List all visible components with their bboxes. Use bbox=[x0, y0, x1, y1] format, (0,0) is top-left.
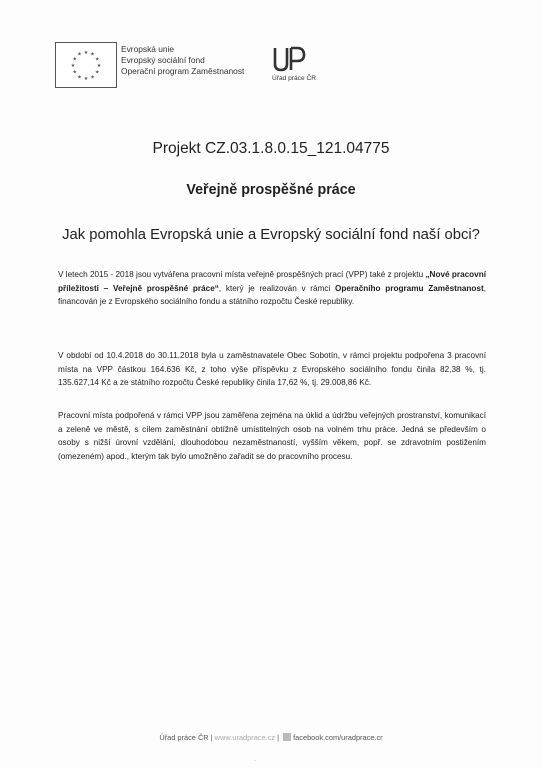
eu-line-program: Operační program Zaměstnanost bbox=[121, 66, 245, 76]
eu-star-icon: ★ bbox=[77, 51, 82, 58]
eu-flag-logo bbox=[55, 42, 117, 88]
eu-star-icon: ★ bbox=[95, 56, 100, 63]
eu-star-icon: ★ bbox=[96, 63, 102, 69]
eu-star-icon: ★ bbox=[90, 51, 95, 58]
facebook-icon bbox=[283, 733, 291, 741]
eu-star-icon: ★ bbox=[90, 74, 95, 81]
eu-star-icon: ★ bbox=[83, 76, 89, 82]
intro-text-3: , financován je z Evropského sociálního fondu a státního rozpočtu České republiky. bbox=[58, 283, 486, 307]
eu-star-icon: ★ bbox=[83, 50, 89, 56]
program-name: Operačního programu Zaměstnanost bbox=[335, 283, 484, 293]
eu-line-union: Evropská unie bbox=[121, 44, 175, 54]
eu-star-icon: ★ bbox=[72, 56, 77, 63]
eu-star-icon: ★ bbox=[95, 69, 100, 76]
footer bbox=[0, 733, 542, 742]
footer-facebook-link[interactable]: facebook.com/uradprace.cr bbox=[293, 733, 383, 742]
footer-separator-2: | bbox=[275, 733, 282, 742]
paragraph-intro bbox=[58, 268, 486, 309]
eu-star-icon: ★ bbox=[72, 69, 77, 76]
paragraph-funding: V období od 10.4.2018 do 30.11.2018 byla u zaměstnavatele Obec Sobotín, v rámci projektu podpořena 3 pracovní místa na VPP částkou 164.636 Kč, z toho výše příspěvku z Evropského sociálního fondu činila 82,38 %, tj. 135.627,14 Kč a ze státního rozpočtu České republiky činila 17,62 %, tj. 29.008,86 Kč. bbox=[58, 351, 486, 388]
eu-star-icon: ★ bbox=[70, 63, 76, 69]
urad-prace-label: Úřad práce ČR bbox=[272, 75, 316, 82]
page-mark: - bbox=[254, 758, 256, 764]
paragraph-purpose: Pracovní místa podpořená v rámci VPP jsou zaměřena zejména na úklid a údržbu veřejných prostranství, komunikací a zeleně ve městě, s cílem zaměstnání obtížně umístitelných osob na volném trhu práce. Jedná se především o osoby s nižší úrovní vzdělání, dlouhodobou nezaměstnaností, vyšším věkem, popř. se zdravotním postižením (omezeném) apod., kterým tak bylo umožněno zařadit se do pracovního procesu. bbox=[58, 411, 486, 461]
header bbox=[55, 42, 255, 94]
urad-prace-logo bbox=[269, 44, 309, 72]
project-name: „Nové pracovní příležitosti – Veřejně prospěšné práce“ bbox=[58, 270, 487, 293]
eu-star-icon: ★ bbox=[77, 74, 82, 81]
document-question: Jak pomohla Evropská unie a Evropský sociální fond naší obci? bbox=[62, 227, 480, 243]
footer-separator-1: | bbox=[208, 733, 215, 742]
footer-web-link[interactable]: www.uradprace.cz bbox=[214, 733, 276, 742]
intro-text-2: , který je realizován v rámci bbox=[218, 283, 336, 293]
footer-org: Úřad práce ČR bbox=[159, 733, 209, 742]
eu-line-fund: Evropský sociální fond bbox=[121, 55, 205, 65]
intro-text-1: V letech 2015 - 2018 jsou vytvářena pracovní místa veřejně prospěšných prací (VPP) také z projektu bbox=[58, 270, 426, 279]
project-code: Projekt CZ.03.1.8.0.15_121.04775 bbox=[152, 140, 390, 157]
document-title: Veřejně prospěšné práce bbox=[186, 182, 356, 198]
